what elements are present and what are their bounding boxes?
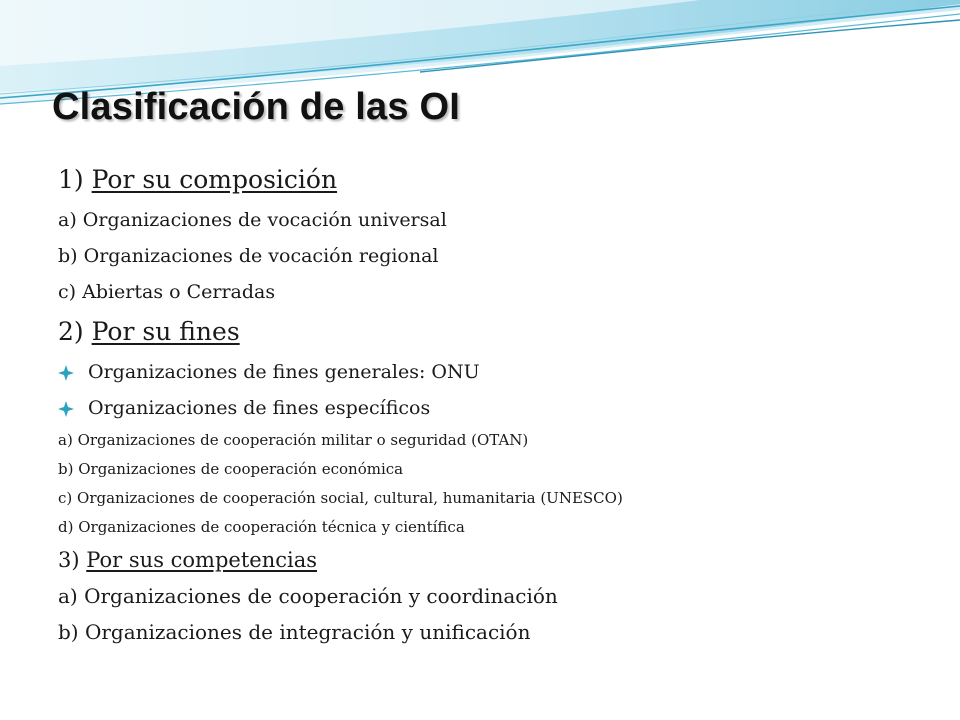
section-title: Por sus competencias [86, 548, 317, 572]
diamond-bullet-icon [58, 365, 78, 381]
slide-content [58, 158, 938, 650]
bullet-text: Organizaciones de fines específicos [88, 397, 431, 419]
diamond-bullet-icon [58, 401, 78, 417]
section-title: Por su composición [91, 165, 338, 194]
section-heading-3 [58, 542, 938, 578]
section-number: 1) [58, 165, 84, 194]
slide-title: Clasificación de las OI [52, 86, 460, 128]
section-heading-2 [58, 310, 938, 354]
bullet-text: Organizaciones de fines generales: ONU [88, 361, 480, 383]
list-item: b) Organizaciones de cooperación económica [58, 460, 404, 478]
section-heading-1 [58, 158, 938, 202]
list-item: d) Organizaciones de cooperación técnica y científica [58, 518, 465, 536]
list-item: a) Organizaciones de cooperación y coordinación [58, 584, 558, 608]
list-item: a) Organizaciones de vocación universal [58, 209, 447, 231]
list-item: c) Organizaciones de cooperación social, cultural, humanitaria (UNESCO) [58, 489, 623, 507]
list-item: a) Organizaciones de cooperación militar o seguridad (OTAN) [58, 431, 529, 449]
section-number: 3) [58, 548, 80, 572]
list-item: c) Abiertas o Cerradas [58, 281, 276, 303]
list-item: b) Organizaciones de integración y unificación [58, 620, 531, 644]
bullet-item [58, 390, 938, 426]
list-item: b) Organizaciones de vocación regional [58, 245, 439, 267]
section-number: 2) [58, 317, 84, 346]
bullet-item [58, 354, 938, 390]
section-title: Por su fines [91, 317, 240, 346]
